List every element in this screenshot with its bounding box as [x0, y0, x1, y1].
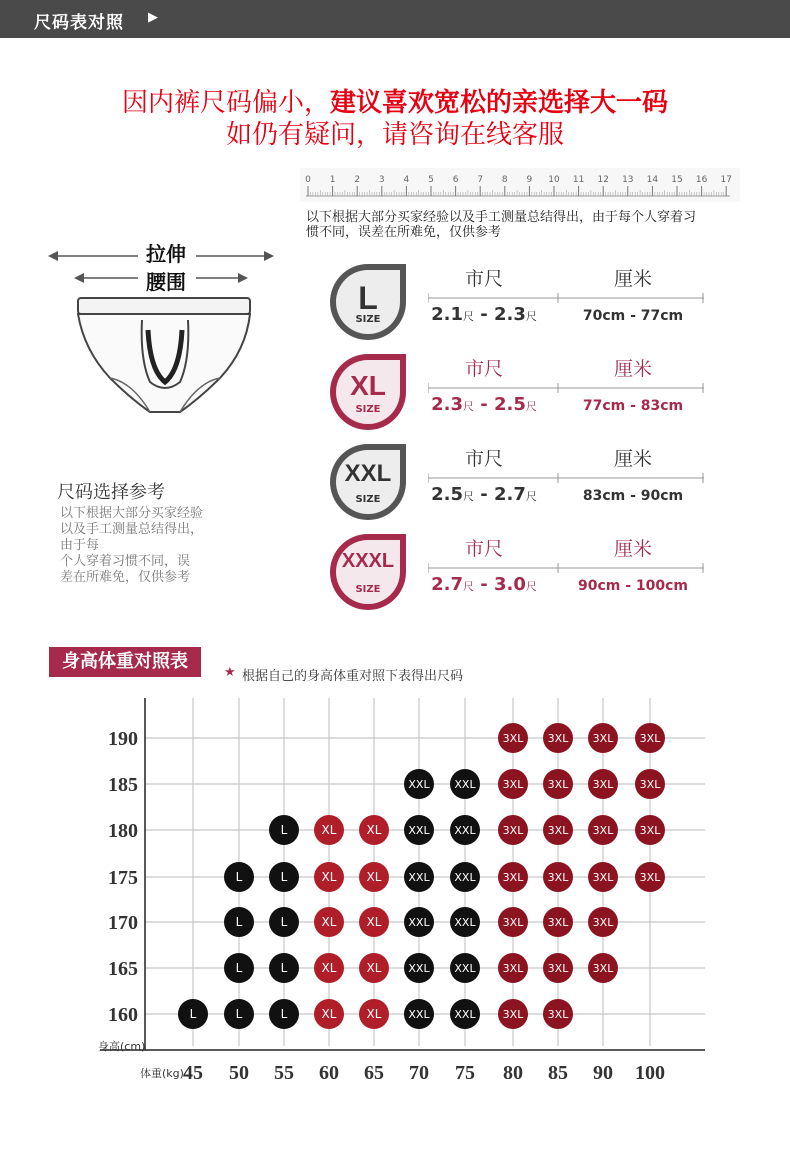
x-tick-label: 50 — [229, 1062, 249, 1084]
x-tick-label: 45 — [183, 1062, 203, 1084]
size-row-xxxl — [326, 530, 716, 612]
reference-line: 由于每 — [60, 538, 100, 553]
shichi-from: 2.3 — [431, 394, 463, 415]
shichi-unit: 尺 — [525, 400, 537, 413]
size-marker-label: 3XL — [547, 732, 569, 745]
reference-line: 以下根据大部分买家经验 — [60, 506, 204, 521]
shichi-from: 2.5 — [431, 484, 463, 505]
notice-line-2: 如仍有疑问，请咨询在线客服 — [225, 120, 564, 150]
cm-range: 83cm - 90cm — [582, 488, 684, 504]
y-axis-label: 身高(cm) — [98, 1040, 146, 1053]
shichi-unit: 尺 — [462, 310, 474, 323]
col-cm-header: 厘米 — [613, 268, 652, 290]
size-marker-label: XL — [366, 915, 382, 929]
size-row-xxl — [326, 440, 716, 522]
x-axis-label: 体重(kg) — [140, 1067, 184, 1080]
cm-range: 77cm - 83cm — [582, 398, 684, 414]
shichi-to: 2.3 — [494, 304, 526, 325]
y-tick-label: 170 — [108, 912, 138, 934]
shichi-to: 2.7 — [494, 484, 526, 505]
size-marker-label: XXL — [454, 1008, 476, 1021]
col-cm-header: 厘米 — [613, 358, 652, 380]
size-code: L — [358, 280, 378, 316]
shichi-unit: 尺 — [525, 580, 537, 593]
briefs-illustration — [70, 290, 260, 420]
reference-text — [60, 506, 250, 586]
size-marker-label: XXL — [454, 871, 476, 884]
size-marker-label: XL — [321, 961, 337, 975]
ruler-graphic — [300, 168, 740, 202]
size-marker-label: 3XL — [639, 824, 661, 837]
size-marker-label: 3XL — [592, 778, 614, 791]
header-title: 尺码表对照 — [34, 13, 124, 33]
x-tick-label: 80 — [503, 1062, 523, 1084]
reference-line: 差在所难免，仅供参考 — [60, 570, 191, 585]
cm-range: 70cm - 77cm — [582, 308, 684, 324]
shichi-range: 2.1尺 - 2.3尺 — [431, 304, 537, 325]
size-marker-label: 3XL — [592, 916, 614, 929]
reference-line: 以及手工测量总结得出， — [60, 522, 204, 537]
x-tick-label: 100 — [635, 1062, 665, 1084]
size-marker-label: 3XL — [547, 871, 569, 884]
size-word: SIZE — [355, 584, 381, 595]
shichi-unit: 尺 — [462, 400, 474, 413]
shichi-unit: 尺 — [462, 580, 474, 593]
notice-normal-text: 因内裤尺码偏小， — [121, 88, 330, 118]
size-marker-label: 3XL — [592, 732, 614, 745]
size-row-l — [326, 260, 716, 342]
measurement-note: 以下根据大部分买家经验以及手工测量总结得出，由于每个人穿着习惯不同，误差在所难免，仅供参考 — [306, 210, 697, 240]
size-marker-label: 3XL — [502, 1008, 524, 1021]
size-marker-label: XXL — [454, 778, 476, 791]
shichi-unit: 尺 — [525, 310, 537, 323]
size-marker-label: XL — [366, 961, 382, 975]
size-marker-label: XL — [321, 870, 337, 884]
reference-line: 个人穿着习惯不同，误 — [60, 554, 191, 569]
size-marker-label: 3XL — [502, 824, 524, 837]
ruler-tick-label: 2 — [354, 175, 361, 185]
ruler-tick-label: 13 — [622, 175, 634, 185]
size-marker-label: XL — [321, 823, 337, 837]
ruler-tick-label: 14 — [646, 175, 659, 185]
size-marker-label: L — [235, 961, 243, 975]
shichi-range: 2.3尺 - 2.5尺 — [431, 394, 537, 415]
ruler-tick-label: 8 — [501, 175, 508, 185]
size-marker-label: 3XL — [502, 732, 524, 745]
size-code: XL — [350, 370, 386, 401]
size-marker-label: XXL — [408, 1008, 430, 1021]
size-marker-label: XL — [321, 1007, 337, 1021]
x-tick-label: 75 — [455, 1062, 475, 1084]
notice-bold-text: 建议喜欢宽松的亲选择大一码 — [330, 88, 669, 118]
size-marker-label: XXL — [408, 871, 430, 884]
size-marker-label: L — [280, 915, 288, 929]
size-marker-label: XXL — [408, 916, 430, 929]
x-tick-label: 85 — [548, 1062, 568, 1084]
ruler-tick-label: 12 — [597, 175, 609, 185]
size-marker-label: XXL — [408, 824, 430, 837]
size-code: XXXL — [341, 550, 395, 572]
shichi-unit: 尺 — [462, 490, 474, 503]
size-marker-label: 3XL — [547, 778, 569, 791]
size-marker-label: L — [235, 915, 243, 929]
ruler-tick-label: 7 — [477, 175, 484, 185]
ruler-tick-label: 10 — [548, 175, 560, 185]
ruler-tick-label: 17 — [720, 175, 732, 185]
row-divider — [428, 473, 704, 483]
size-marker-label: XXL — [454, 824, 476, 837]
ruler-tick-label: 4 — [403, 175, 410, 185]
size-marker-label: XL — [321, 915, 337, 929]
size-marker-label: 3XL — [592, 871, 614, 884]
size-marker-label: 3XL — [502, 778, 524, 791]
size-row-xl — [326, 350, 716, 432]
size-marker-label: L — [280, 1007, 288, 1021]
row-divider — [428, 563, 704, 573]
size-marker-label: XXL — [408, 962, 430, 975]
size-marker-label: 3XL — [502, 916, 524, 929]
y-tick-label: 175 — [108, 867, 138, 889]
size-marker-label: XL — [366, 870, 382, 884]
size-word: SIZE — [355, 314, 381, 325]
x-tick-label: 90 — [593, 1062, 613, 1084]
ruler-tick-label: 5 — [428, 175, 434, 185]
size-marker-label: 3XL — [547, 1008, 569, 1021]
size-word: SIZE — [355, 404, 381, 415]
col-shichi-header: 市尺 — [464, 358, 503, 380]
size-word: SIZE — [355, 494, 381, 505]
size-marker-label: 3XL — [639, 732, 661, 745]
y-tick-label: 190 — [108, 728, 138, 750]
shichi-range: 2.5尺 - 2.7尺 — [431, 484, 537, 505]
row-divider — [428, 383, 704, 393]
size-marker-label: XXL — [454, 962, 476, 975]
size-marker-label: 3XL — [639, 871, 661, 884]
header-bar — [0, 0, 790, 38]
col-shichi-header: 市尺 — [464, 448, 503, 470]
shichi-unit: 尺 — [525, 490, 537, 503]
ruler-tick-label: 16 — [695, 175, 708, 185]
reference-title: 尺码选择参考 — [57, 482, 165, 503]
ruler-tick-label: 0 — [305, 175, 311, 185]
shichi-to: 2.5 — [494, 394, 526, 415]
size-marker-label: 3XL — [547, 916, 569, 929]
shichi-from: 2.7 — [431, 574, 463, 595]
stretch-label-line1: 拉伸 — [146, 242, 186, 266]
col-cm-header: 厘米 — [613, 448, 652, 470]
size-marker-label: 3XL — [502, 871, 524, 884]
y-tick-label: 165 — [108, 958, 138, 980]
ruler-tick-label: 6 — [452, 175, 459, 185]
play-arrow-icon: ▶ — [148, 10, 158, 25]
x-tick-label: 70 — [409, 1062, 429, 1084]
height-weight-badge: 身高体重对照表 — [49, 647, 201, 677]
shichi-to: 3.0 — [494, 574, 526, 595]
row-divider — [428, 293, 704, 303]
ruler-tick-label: 1 — [329, 175, 336, 185]
ruler-tick-label: 11 — [572, 175, 585, 185]
size-marker-label: 3XL — [547, 962, 569, 975]
size-marker-label: L — [189, 1007, 197, 1021]
ruler-tick-label: 15 — [671, 175, 683, 185]
size-marker-label: L — [280, 823, 288, 837]
size-code: XXL — [344, 460, 392, 487]
cm-range: 90cm - 100cm — [577, 578, 689, 594]
size-marker-label: 3XL — [547, 824, 569, 837]
size-marker-label: L — [235, 1007, 243, 1021]
size-marker-label: XXL — [408, 778, 430, 791]
stretch-label-line2: 腰围 — [146, 270, 186, 294]
col-shichi-header: 市尺 — [464, 538, 503, 560]
star-icon: ★ — [224, 665, 236, 680]
y-tick-label: 185 — [108, 774, 138, 796]
y-tick-label: 180 — [108, 820, 138, 842]
stretch-waist-label — [146, 240, 186, 296]
size-marker-label: XL — [366, 1007, 382, 1021]
size-marker-label: 3XL — [592, 824, 614, 837]
y-tick-label: 160 — [108, 1004, 138, 1026]
shichi-range: 2.7尺 - 3.0尺 — [431, 574, 537, 595]
size-marker-label: 3XL — [502, 962, 524, 975]
size-marker-label: 3XL — [639, 778, 661, 791]
size-marker-label: XL — [366, 823, 382, 837]
col-shichi-header: 市尺 — [464, 268, 503, 290]
size-marker-label: L — [235, 870, 243, 884]
chart-instruction: 根据自己的身高体重对照下表得出尺码 — [242, 669, 464, 684]
size-marker-label: XXL — [454, 916, 476, 929]
size-marker-label: L — [280, 870, 288, 884]
size-marker-label: 3XL — [592, 962, 614, 975]
x-tick-label: 60 — [319, 1062, 339, 1084]
ruler-tick-label: 9 — [526, 175, 533, 185]
size-marker-label: L — [280, 961, 288, 975]
height-weight-chart — [0, 690, 790, 1110]
ruler-tick-label: 3 — [378, 175, 385, 185]
col-cm-header: 厘米 — [613, 538, 652, 560]
x-tick-label: 55 — [274, 1062, 294, 1084]
x-tick-label: 65 — [364, 1062, 384, 1084]
shichi-from: 2.1 — [431, 304, 463, 325]
